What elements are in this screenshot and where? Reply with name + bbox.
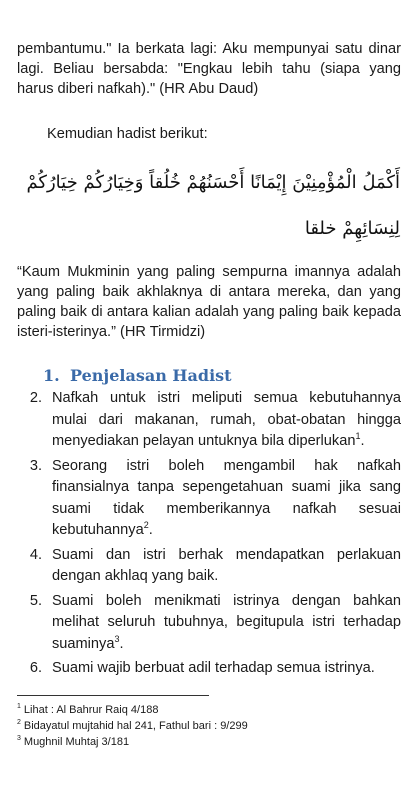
footnote-item xyxy=(17,718,397,734)
paragraph-intro: Kemudian hadist berikut: xyxy=(47,126,208,142)
footnote-text: Bidayatul mujtahid hal 241, Fathul bari : 9/299 xyxy=(23,720,248,732)
footnote-mark: 1 xyxy=(17,703,21,711)
arabic-hadith-text: أَكْمَلُ الْمُؤْمِنِيْنَ إِيْمَانًا أَحْسَنُهُمْ خُلُقاً وَخِيَارُكُمْ خِيَارُكُمْ لِنِسَائِهِمْ خلقا xyxy=(26,172,400,239)
list-item-number: 4. xyxy=(29,546,42,563)
list-item-number: 6. xyxy=(29,660,42,676)
section-number: 1. xyxy=(43,366,60,385)
footnote-text: Lihat : Al Bahrur Raiq 4/188 xyxy=(23,704,159,716)
list-item-number: 2. xyxy=(29,390,42,406)
list-item-number: 5. xyxy=(29,592,42,609)
list-item-text: Seorang istri boleh mengambil hak nafkah finansialnya tanpa sepengetahuan suami jika sang suami tidak memberikannya nafkah sesuai kebutuhannya xyxy=(52,457,401,538)
footnote-mark: 2 xyxy=(17,719,21,727)
footnote-ref[interactable]: 2 xyxy=(143,520,149,531)
section-title-text: Penjelasan Hadist xyxy=(70,366,232,385)
footnote-mark: 3 xyxy=(17,735,21,743)
list-item-number: 3. xyxy=(29,457,42,474)
explanation-list xyxy=(17,388,401,683)
list-item-tail: . xyxy=(119,635,124,652)
list-item-text: Suami boleh menikmati istrinya dengan bahkan melihat seluruh tubuhnya, begitupula istri terhadap suaminya xyxy=(52,592,401,652)
footnote-ref[interactable]: 1 xyxy=(355,431,361,442)
list-item-text: Nafkah untuk istri meliputi semua kebutuhannya mulai dari makanan, rumah, obat-obatan hingga menyediakan pelayan untuknya bila diperlukan xyxy=(52,390,401,449)
footnote-ref[interactable]: 3 xyxy=(114,633,120,644)
list-item xyxy=(17,388,401,453)
list-item-tail: . xyxy=(148,522,153,538)
footnote-item xyxy=(17,734,397,750)
list-item xyxy=(17,591,401,656)
paragraph-translation: “Kaum Mukminin yang paling sempurna imannya adalah yang paling baik akhlaknya di antara mereka, dan yang paling baik di antara kalian adalah yang paling baik kepada isteri-isterinya.” (HR Tirmidzi) xyxy=(17,264,401,340)
list-item-tail: . xyxy=(360,433,365,449)
footnote-text: Mughnil Muhtaj 3/181 xyxy=(23,736,130,748)
list-item xyxy=(17,658,401,680)
list-item-text: Suami wajib berbuat adil terhadap semua istrinya. xyxy=(52,660,375,676)
footnote-divider xyxy=(17,695,209,696)
paragraph-hadith-continuation: pembantumu." Ia berkata lagi: Aku mempunyai satu dinar lagi. Beliau bersabda: "Engkau lebih tahu (siapa yang harus diberi nafkah)." (HR Abu Daud) xyxy=(17,41,401,97)
footnote-item xyxy=(17,702,397,718)
section-heading xyxy=(43,366,232,385)
list-item xyxy=(17,456,401,542)
list-item-text: Suami dan istri berhak mendapatkan perlakuan dengan akhlaq yang baik. xyxy=(52,546,401,584)
footnotes xyxy=(17,702,397,750)
list-item xyxy=(17,545,401,588)
